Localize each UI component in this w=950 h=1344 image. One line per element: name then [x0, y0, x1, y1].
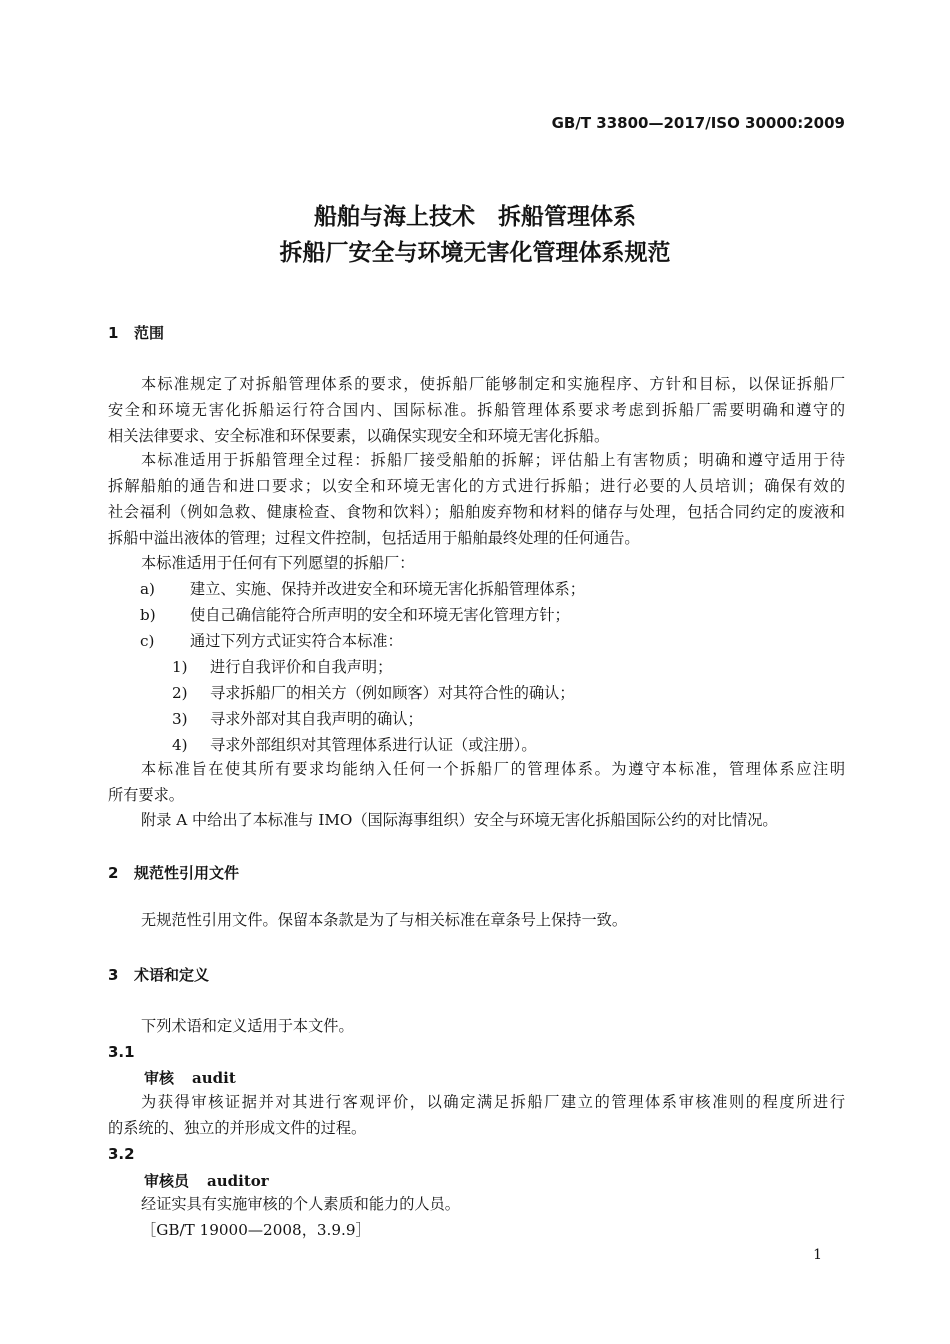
section-title: 术语和定义	[134, 966, 210, 984]
section-number: 1	[108, 324, 119, 342]
paragraph-line: 本标准适用于拆船管理全过程：拆船厂接受船舶的拆解；评估船上有害物质；明确和遵守适用于待	[141, 451, 845, 469]
definition-line: 经证实具有实施审核的个人素质和能力的人员。	[141, 1195, 460, 1213]
list-label: 3)	[172, 710, 188, 728]
list-text: 建立、实施、保持并改进安全和环境无害化拆船管理体系；	[190, 580, 585, 598]
list-item	[172, 706, 423, 732]
list-item	[140, 576, 585, 602]
section-number: 3	[108, 966, 119, 984]
list-item	[172, 732, 537, 758]
paragraph-line: 拆船中溢出液体的管理；过程文件控制，包括适用于船舶最终处理的任何通告。	[108, 529, 640, 547]
section-title: 范围	[134, 324, 165, 342]
paragraph-line: 社会福利（例如急救、健康检查、食物和饮料）；船舶废弃物和材料的储存与处理，包括合同约定的废液和	[108, 503, 845, 521]
list-item	[140, 628, 403, 654]
list-label: b)	[140, 606, 156, 624]
section-2-heading	[108, 862, 239, 883]
list-item	[140, 602, 570, 628]
section-number: 2	[108, 864, 119, 882]
list-text: 通过下列方式证实符合本标准：	[190, 632, 403, 650]
term-zh: 审核员	[144, 1172, 190, 1190]
paragraph-line: 下列术语和定义适用于本文件。	[141, 1017, 354, 1035]
paragraph-line: 无规范性引用文件。保留本条款是为了与相关标准在章条号上保持一致。	[141, 911, 627, 929]
list-text: 进行自我评价和自我声明；	[210, 658, 393, 676]
paragraph-line: 本标准规定了对拆船管理体系的要求，使拆船厂能够制定和实施程序、方针和目标，以保证拆船厂	[141, 375, 845, 393]
document-title-line-1: 船舶与海上技术 拆船管理体系	[314, 204, 636, 230]
list-text: 寻求外部组织对其管理体系进行认证（或注册）。	[210, 736, 537, 754]
paragraph-line: 本标准旨在使其所有要求均能纳入任何一个拆船厂的管理体系。为遵守本标准，管理体系应注明	[141, 760, 845, 778]
list-label: 1)	[172, 658, 188, 676]
list-text: 使自己确信能符合所声明的安全和环境无害化管理方针；	[190, 606, 570, 624]
term-number: 3.2	[108, 1145, 135, 1163]
page-number: 1	[813, 1247, 822, 1263]
term-en: auditor	[207, 1172, 269, 1190]
list-label: 2)	[172, 684, 188, 702]
list-item	[172, 680, 575, 706]
section-3-heading	[108, 964, 209, 985]
term-en: audit	[192, 1069, 236, 1087]
list-label: a)	[140, 580, 155, 598]
term-title	[144, 1067, 236, 1088]
paragraph-line: 本标准适用于任何有下列愿望的拆船厂：	[141, 554, 415, 572]
list-text: 寻求拆船厂的相关方（例如顾客）对其符合性的确认；	[210, 684, 575, 702]
list-label: c)	[140, 632, 155, 650]
list-text: 寻求外部对其自我声明的确认；	[210, 710, 423, 728]
standard-number: GB/T 33800—2017/ISO 30000:2009	[551, 114, 845, 132]
list-item	[172, 654, 392, 680]
term-zh: 审核	[144, 1069, 175, 1087]
paragraph-line: 安全和环境无害化拆船运行符合国内、国际标准。拆船管理体系要求考虑到拆船厂需要明确和遵守的	[108, 401, 845, 419]
list-label: 4)	[172, 736, 188, 754]
term-number: 3.1	[108, 1043, 135, 1061]
paragraph-line: 所有要求。	[108, 786, 184, 804]
paragraph-line: 附录 A 中给出了本标准与 IMO（国际海事组织）安全与环境无害化拆船国际公约的对比情况。	[141, 811, 778, 829]
paragraph-line: 相关法律要求、安全标准和环保要素，以确保实现安全和环境无害化拆船。	[108, 427, 610, 445]
paragraph-line: 拆解船舶的通告和进口要求；以安全和环境无害化的方式进行拆船；进行必要的人员培训；确保有效的	[108, 477, 845, 495]
document-title-line-2: 拆船厂安全与环境无害化管理体系规范	[279, 240, 671, 266]
section-1-heading	[108, 322, 164, 343]
term-title	[144, 1170, 269, 1191]
term-source-reference: ［GB/T 19000—2008，3.9.9］	[141, 1221, 371, 1239]
section-title: 规范性引用文件	[134, 864, 240, 882]
definition-line: 的系统的、独立的并形成文件的过程。	[108, 1119, 367, 1137]
definition-line: 为获得审核证据并对其进行客观评价，以确定满足拆船厂建立的管理体系审核准则的程度所进行	[141, 1093, 845, 1111]
